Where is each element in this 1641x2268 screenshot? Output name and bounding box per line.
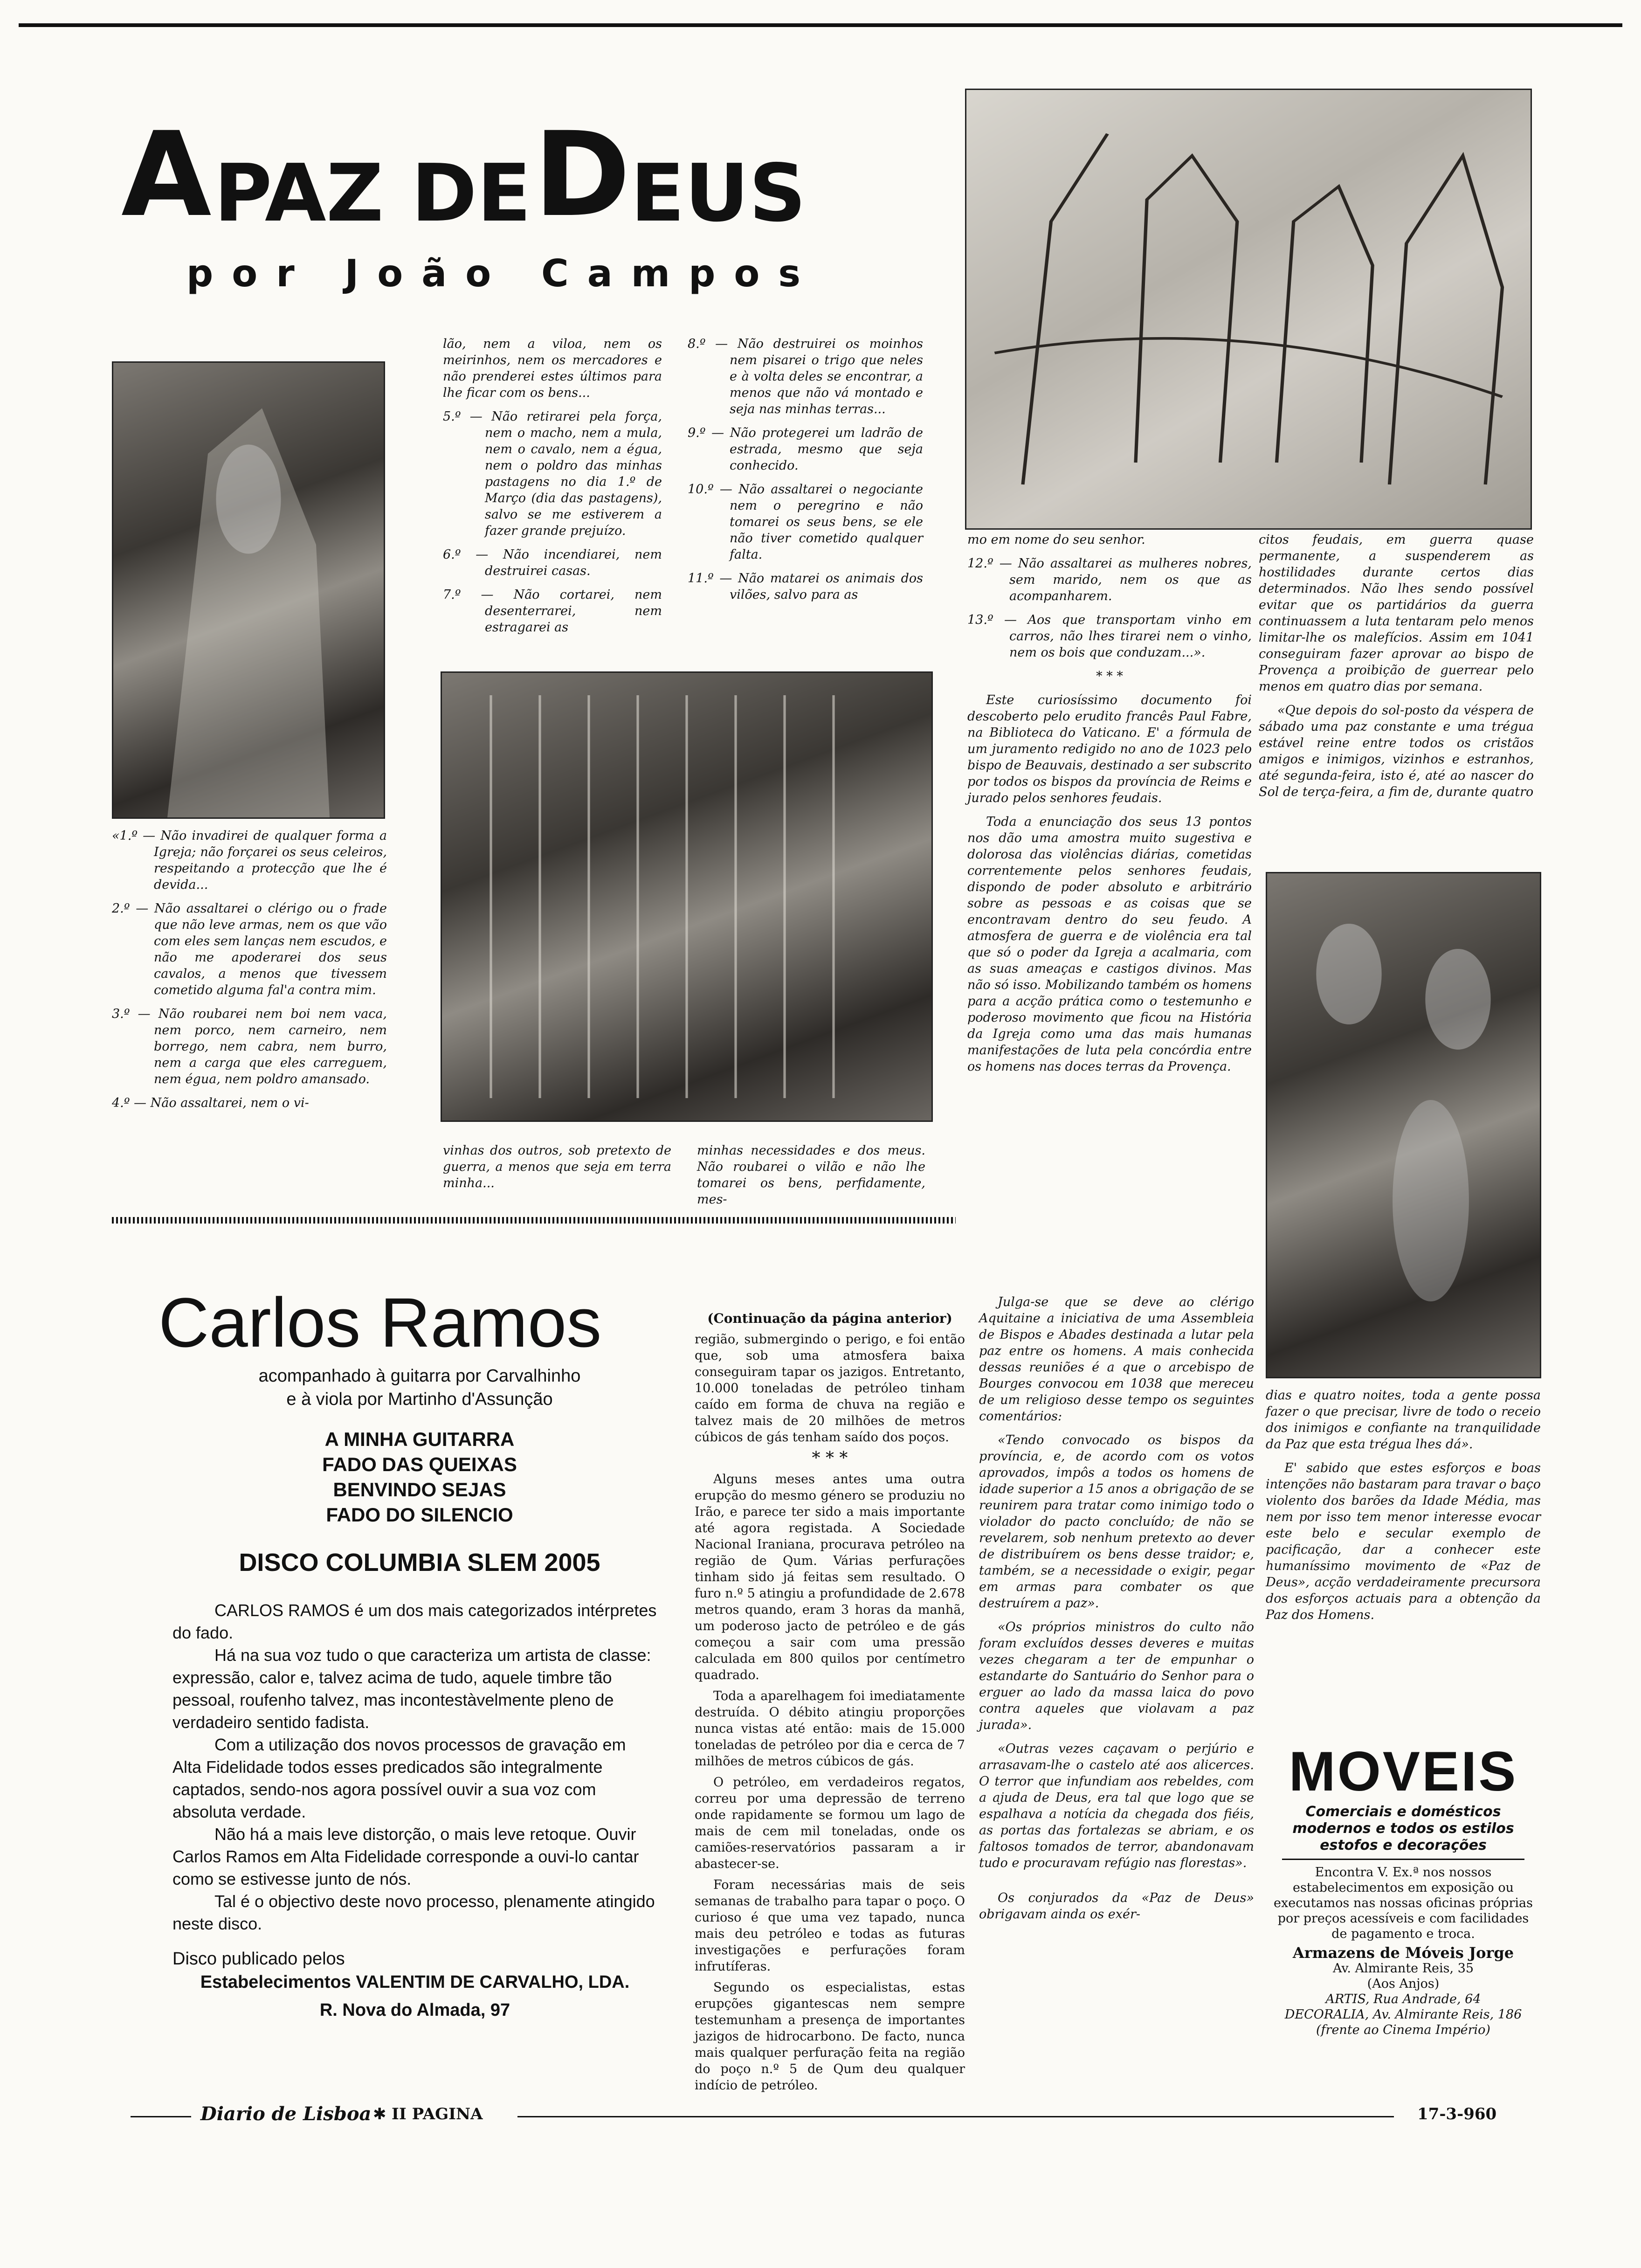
article-column-4 bbox=[967, 532, 1252, 1082]
footer-star-icon: ✱ bbox=[373, 2105, 386, 2123]
ad-body-text bbox=[172, 1599, 657, 1935]
continuation-para: Toda a aparelhagem foi imediatamente destruída. O débito atingiu proporções nunca vistas até então: mais de 15.000 toneladas de petróleo por dia e cerca de 7 milhões de metros cúbicos de gás. bbox=[695, 1689, 965, 1769]
footer-paper-name: Diario de Lisboa bbox=[200, 2103, 372, 2125]
article-para-bourges: «Tendo convocado os bispos da província, e, de acordo com os votos aprovados, impôs a todos os homens de idade superior a 15 anos a obrigação de se reunirem para tratar como inimigo todo o violador do pacto concluído; de não se revelarem, sob nenhum pretexto ao dever de distribuírem os bens desse traidor; e, também, se a necessidade o exigir, pegar em armas para combater os que destruírem a paz». bbox=[979, 1433, 1254, 1611]
photo-medieval-sketch bbox=[965, 89, 1532, 530]
ad-disc-title: DISCO COLUMBIA SLEM 2005 bbox=[239, 1549, 600, 1577]
article-para-quote: «Que depois do sol-posto da véspera de sábado uma paz constante e uma trégua estável reine entre todos os cristãos amigos e inimigos, vizinhos e estranhos, até segunda-feira, isto é, até ao nascer do Sol de terça-feira, a fim de, durante quatro bbox=[1259, 703, 1534, 799]
ad-moveis-subtitle: Comerciais e domésticos modernos e todos os estilos estofos e decorações bbox=[1292, 1804, 1514, 1853]
continuation-stars: * * * bbox=[812, 1449, 848, 1468]
photo-soldiers-tapestry bbox=[441, 671, 933, 1122]
article-para-assembly: Julga-se que se deve ao clérigo Aquitaine a iniciativa de uma Assembleia de Bispos e Abades destinada a lutar pela paz entre os homens. A mais conhecida dessas reuniões é a que o arcebispo de Bourges convocou em 1038 que mereceu de um religioso desse tempo os seguintes comentários: bbox=[979, 1295, 1254, 1424]
continuation-para: Foram necessárias mais de seis semanas de trabalho para tapar o poço. O curioso é que uma vez tapado, nunca mais deu petróleo e todas as futuras investigações e perfurações foram infrutíferas. bbox=[695, 1878, 965, 1974]
article-para-violence: Toda a enunciação dos seus 13 pontos nos dão uma amostra muito sugestiva e dolorosa das violências diárias, cometidas correntemente pelos senhores feudais, dispondo de poder absoluto e arbitrário sobre as pessoas e as coisas que se encontravam dentro do seu feudo. A atmosfera de guerra e de violência era tal que só o poder da Igreja a acalmaria, com as suas ameaças e castigos divinos. Mas não só isso. Mobilizando também os homens para a acção prática como o testemunho e poderoso movimento que ficou na História da Igreja como uma das mais humanas manifestações de luta pela concórdia entre os homens nas doces terras da Provença. bbox=[967, 815, 1252, 1074]
article-para-conclusion: E' sabido que estes esforços e boas intenções não bastaram para travar o baço violento dos barões da Idade Média, mas nem por isso tem menor interesse evocar este belo e secular exemplo de pacificação, dar a conhecer este humaníssimo movimento de «Paz de Deus», acção verdadeiramente precursora dos esforços actuais para a obtenção da Paz dos Homens. bbox=[1266, 1461, 1541, 1622]
footer-rule-mid bbox=[517, 2116, 1394, 2117]
oath-item-12: 12.º — Não assaltarei as mulheres nobres, sem marido, nem os que as acompanharem. bbox=[967, 556, 1252, 603]
footer-page: II PAGINA bbox=[392, 2105, 483, 2123]
oath-item-7: 7.º — Não cortarei, nem desenterrarei, nem estragarei as bbox=[443, 588, 662, 635]
oath-item-4: 4.º — Não assaltarei, nem o vi- bbox=[112, 1096, 309, 1110]
article-column-1 bbox=[112, 828, 387, 1119]
song-title: A MINHA GUITARRA bbox=[324, 1428, 515, 1450]
headline-initial-d: D bbox=[533, 107, 631, 242]
oath-item-11: 11.º — Não matarei os animais dos vilões, salvo para as bbox=[688, 571, 923, 602]
ad-para: Tal é o objectivo deste novo processo, plenamente atingido neste disco. bbox=[172, 1892, 655, 1933]
oath-item-6: 6.º — Não incendiarei, nem destruirei casas. bbox=[443, 547, 662, 578]
byline: por João Campos bbox=[186, 252, 819, 295]
oath-item-11-end: mo em nome do seu senhor. bbox=[967, 532, 1145, 547]
footer-date: 17-3-960 bbox=[1417, 2105, 1497, 2123]
ad-para: CARLOS RAMOS é um dos mais categorizados intérpretes do fado. bbox=[172, 1601, 657, 1642]
ad-moveis-address-1b: (Aos Anjos) bbox=[1367, 1977, 1440, 1991]
oath-item-5: 5.º — Não retirarei pela força, nem o macho, nem a mula, nem o cavalo, nem a égua, nem o poldro das minhas pastagens no dia 1.º de Março (dia das pastagens), salvo se me estiverem a fazer grande prejuízo. bbox=[443, 409, 662, 538]
article-column-3 bbox=[688, 336, 923, 610]
ad-para: Com a utilização dos novos processos de gravação em Alta Fidelidade todos esses predicados são integralmente captados, sendo-nos agora possível ouvir a sua voz com absoluta verdade. bbox=[172, 1735, 626, 1821]
continuation-para: Alguns meses antes uma outra erupção do mesmo género se produziu no Irão, e parece ter sido a mais importante até agora registada. A Sociedade Nacional Iraniana, procurava petróleo na região de Qum. Várias perfurações tinham sido já feitas sem resultado. O furo n.º 5 atingiu a profundidade de 2.678 metros quando, eram 3 horas da manhã, um poderoso jacto de petróleo e de gás começou a sair com uma pressão calculada em 800 quilos por centímetro quadrado. bbox=[695, 1472, 965, 1682]
ad-publisher: Estabelecimentos VALENTIM DE CARVALHO, LDA. bbox=[200, 1972, 630, 1992]
ad-accompaniment-1: acompanhado à guitarra por Carvalhinho bbox=[258, 1366, 581, 1386]
photo-knights-illumination bbox=[1266, 872, 1541, 1378]
top-rule bbox=[19, 23, 1622, 27]
article-divider bbox=[112, 1217, 956, 1224]
oath-item-7-cont: vinhas dos outros, sob pretexto de guerra, a menos que seja em terra minha... bbox=[443, 1143, 671, 1190]
song-title: BENVINDO SEJAS bbox=[333, 1479, 506, 1500]
oath-item-4-cont: lão, nem a viloa, nem os meirinhos, nem os mercadores e não prenderei estes últimos para lhe ficar com os bens... bbox=[443, 337, 662, 400]
ad-carlos-ramos-name: Carlos Ramos bbox=[159, 1283, 602, 1362]
headline-initial-a: A bbox=[121, 107, 212, 242]
photo-warrior-relief bbox=[112, 361, 385, 819]
ad-moveis-address-3: DECORALIA, Av. Almirante Reis, 186 (frente ao Cinema Império) bbox=[1284, 2007, 1522, 2037]
continuation-para: O petróleo, em verdadeiros regatos, correu por uma depressão de terreno onde rapidamente se formou um lago de mais de cem mil toneladas, onde os camiões-reservatórios passaram a ir abastecer-se. bbox=[695, 1775, 965, 1871]
article-para-ministers: «Os próprios ministros do culto não foram excluídos desses deveres e muitas vezes chegaram a ter de empunhar o estandarte do Santuário do Senhor para o erguer ao lado da massa laica do povo contra aqueles que violavam a paz jurada». bbox=[979, 1620, 1254, 1732]
ad-moveis-title: MOVEIS bbox=[1289, 1740, 1518, 1803]
oath-item-8: 8.º — Não destruirei os moinhos nem pisarei o trigo que neles e à volta deles se encontrar, a menos que não vá montado e seja nas minhas terras... bbox=[688, 337, 923, 416]
oath-item-1: «1.º — Não invadirei de qualquer forma a Igreja; não forçarei os seus celeiros, respeitando a protecção que lhe é devida... bbox=[112, 829, 387, 892]
page-footer bbox=[131, 2103, 1529, 2131]
ad-moveis-body: Encontra V. Ex.ª nos nossos estabelecimentos em exposição ou executamos nas nossas oficinas próprias por preços acessíveis e com facilidades de pagamento e troca. bbox=[1274, 1865, 1533, 1941]
headline-rest: EUS bbox=[630, 147, 807, 240]
article-para-document: Este curiosíssimo documento foi descoberto pelo erudito francês Paul Fabre, na Biblioteca do Vaticano. E' a fórmula de um juramento redigido no ano de 1023 pelo bispo de Beauvais, destinado a ser subscrito por todos os bispos da província de Reims e jurado pelos senhores feudais. bbox=[967, 693, 1252, 805]
article-column-2b bbox=[443, 1142, 671, 1199]
ad-published-by: Disco publicado pelos bbox=[172, 1949, 345, 1969]
headline-mid: PAZ DE bbox=[214, 147, 531, 240]
footer-rule-left bbox=[131, 2116, 191, 2117]
oath-item-10: 10.º — Não assaltarei o negociante nem o peregrino e não tomarei os seus bens, se ele não tiver cometido qualquer falta. bbox=[688, 482, 923, 562]
song-title: FADO DO SILENCIO bbox=[326, 1504, 513, 1526]
headline bbox=[121, 107, 914, 242]
continuation-para: Segundo os especialistas, estas erupções gigantescas nem sempre testemunham a presença de importantes jazigos de hidrocarbono. De facto, nunca mais qualquer perfuração feita na região do poço n.º 5 de Qum deu qualquer indício de petróleo. bbox=[695, 1980, 965, 2093]
article-column-2 bbox=[443, 336, 662, 643]
ad-moveis-store: Armazens de Móveis Jorge bbox=[1292, 1944, 1514, 1962]
ad-moveis bbox=[1273, 1739, 1534, 2066]
article-column-4b bbox=[979, 1294, 1254, 1930]
song-title: FADO DAS QUEIXAS bbox=[322, 1453, 517, 1475]
article-para-conjurados: Os conjurados da «Paz de Deus» obrigavam ainda os exér- bbox=[979, 1891, 1254, 1922]
oath-item-13: 13.º — Aos que transportam vinho em carros, não lhes tirarei nem o vinho, nem os bois que conduzam...». bbox=[967, 613, 1252, 660]
ad-accompaniment-2: e à viola por Martinho d'Assunção bbox=[286, 1390, 553, 1409]
ad-moveis-rule bbox=[1282, 1859, 1524, 1860]
oath-item-3: 3.º — Não roubarei nem boi nem vaca, nem porco, nem carneiro, nem borrego, nem cabra, nem burro, nem a carga que eles carreguem, nem égua, nem poldro amansado. bbox=[112, 1007, 387, 1086]
oath-item-11-cont: minhas necessidades e dos meus. Não roubarei o vilão e não lhe tomarei os bens, perfidamente, mes- bbox=[697, 1143, 925, 1207]
section-stars: * * * bbox=[1096, 669, 1123, 684]
ad-song-list bbox=[140, 1427, 699, 1528]
article-column-5b bbox=[1266, 1387, 1541, 1631]
article-para-perjury: «Outras vezes caçavam o perjúrio e arrasavam-lhe o castelo até aos alicerces. O terror que infundiam aos rebeldes, com a ajuda de Deus, era tal que logo que se espalhava a notícia da chegada dos fiéis, as portas das fortalezas se abriam, e os faltosos tomados de terror, abandonavam tudo e procuravam refúgio nas florestas». bbox=[979, 1742, 1254, 1870]
oath-item-2: 2.º — Não assaltarei o clérigo ou o frade que não leve armas, nem os que vão com eles sem lanças nem escudos, e não me apoderarei dos seus cavalos, a menos que tivessem cometido alguma fal'a contra mim. bbox=[112, 901, 387, 997]
continuation-column bbox=[695, 1310, 965, 2098]
continuation-para: região, submergindo o perigo, e foi então que, sob uma atmosfera baixa conseguiram tapar os jazigos. Entretanto, 10.000 toneladas de petróleo tinham caído em forma de chuva na região e talvez mais de 20 milhões de metros cúbicos de gás tenham saído dos poços. bbox=[695, 1332, 965, 1445]
article-column-3b bbox=[697, 1142, 925, 1215]
article-para-quote-end: dias e quatro noites, toda a gente possa fazer o que precisar, livre de todo o receio dos inimigos e confiante na tranquilidade da Paz que esta trégua lhes dá». bbox=[1266, 1388, 1541, 1452]
ad-moveis-address-2: ARTIS, Rua Andrade, 64 bbox=[1325, 1992, 1481, 2006]
article-para-truce: citos feudais, em guerra quase permanente, a suspenderem as hostilidades durante certos dias determinados. Não lhes sendo possível evitar que os partidários da guerra continuassem a luta tentaram pelo menos limitar-lhe os malefícios. Assim em 1041 conseguiram fazer aprovar ao bispo de Provença a proibição de guerrear pelo menos em quatro dias por semana. bbox=[1259, 532, 1534, 694]
article-column-5 bbox=[1259, 532, 1534, 808]
ad-publisher-address: R. Nova do Almada, 97 bbox=[319, 2000, 510, 2020]
ad-para: Não há a mais leve distorção, o mais leve retoque. Ouvir Carlos Ramos em Alta Fidelidade corresponde a ouvi-lo cantar como se estivesse junto de nós. bbox=[172, 1825, 639, 1888]
ad-moveis-address-1: Av. Almirante Reis, 35 bbox=[1332, 1961, 1474, 1976]
continuation-header: (Continuação da página anterior) bbox=[707, 1311, 952, 1326]
oath-item-9: 9.º — Não protegerei um ladrão de estrada, mesmo que seja conhecido. bbox=[688, 426, 923, 473]
ad-para: Há na sua voz tudo o que caracteriza um artista de classe: expressão, calor e, talvez acima de tudo, aquele timbre tão pessoal, roufenho talvez, mas incontestàvelmente pleno de verdadeiro sentido fadista. bbox=[172, 1646, 651, 1732]
